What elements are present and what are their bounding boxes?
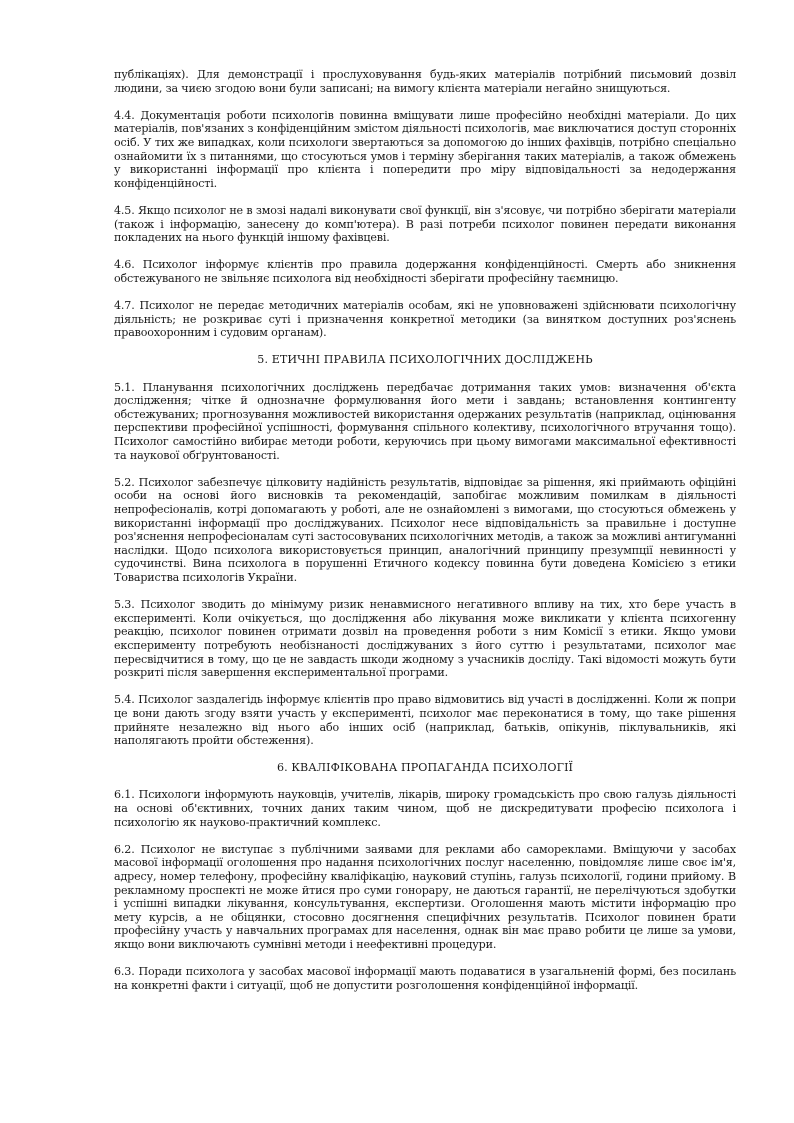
paragraph-4-7: 4.7. Психолог не передає методичних матеріалів особам, які не уповноважені здійснювати психологічну діяльність; не розкриває суті і призначення конкретної методики (за винятком доступних роз'яснень правоохоронним і судовим органам). [114, 299, 736, 340]
paragraph-5-2: 5.2. Психолог забезпечує цілковиту надійність результатів, відповідає за рішення, які приймають офіційні особи на основі його висновків та рекомендацій, запобігає можливим помилкам в діяльності непрофесіоналів, котрі допомагають у роботі, але не ознайомлені з вимогами, що стосуються обмежень у використанні інформації про досліджуваних. Психолог несе відповідальність за правильне і доступне роз'яснення непрофесіоналам суті застосовуваних психологічних методів, а також за можливі антигуманні наслідки. Щодо психолога використовується принцип, аналогічний принципу презумпції невинності у судочинстві. Вина психолога в порушенні Етичного кодексу повинна бути доведена Комісією з етики Товариства психологів України. [114, 475, 736, 584]
paragraph-6-3: 6.3. Поради психолога у засобах масової інформації мають подаватися в узагальненій формі, без посилань на конкретні факти і ситуації, щоб не допустити розголошення конфіденційної інформації. [114, 965, 736, 992]
paragraph-4-3-continuation: публікаціях). Для демонстрації і прослуховування будь-яких матеріалів потрібний письмовий дозвіл людини, за чиєю згодою вони були записані; на вимогу клієнта матеріали негайно знищуються. [114, 68, 736, 95]
section-5-heading: 5. ЕТИЧНІ ПРАВИЛА ПСИХОЛОГІЧНИХ ДОСЛІДЖЕНЬ [257, 353, 593, 367]
paragraph-4-4: 4.4. Документація роботи психологів повинна вміщувати лише професійно необхідні матеріали. До цих матеріалів, пов'язаних з конфіденційним змістом діяльності психологів, має виключатися доступ сторонніх осіб. У тих же випадках, коли психологи звертаються за допомогою до інших фахівців, потрібно спеціально ознайомити їх з питаннями, що стосуються умов і терміну зберігання таких матеріалів, а також обмежень у використанні інформації про клієнта і попередити про міру відповідальності за недодержання конфіденційності. [114, 108, 736, 190]
paragraph-5-3: 5.3. Психолог зводить до мінімуму ризик ненавмисного негативного впливу на тих, хто бере участь в експерименті. Коли очікується, що дослідження або лікування може викликати у клієнта психогенну реакцію, психолог повинен отримати дозвіл на проведення роботи з ним Комісії з етики. Якщо умови експерименту потребують необізнаності досліджуваних з його суттю і результатами, психолог має пересвідчитися в тому, що це не завдасть шкоди жодному з учасників досліду. Такі відомості можуть бути розкриті після завершення експериментальної програми. [114, 598, 736, 680]
section-6-heading: 6. КВАЛІФІКОВАНА ПРОПАГАНДА ПСИХОЛОГІЇ [276, 761, 574, 775]
paragraph-4-6: 4.6. Психолог інформує клієнтів про правила додержання конфіденційності. Смерть або зникнення обстежуваного не звільняє психолога від необхідності зберігати професійну таємницю. [114, 258, 736, 285]
paragraph-5-4: 5.4. Психолог заздалегідь інформує клієнтів про право відмовитись від участі в дослідженні. Коли ж попри це вони дають згоду взяти участь у експерименті, психолог має переконатися в тому, що таке рішення прийняте незалежно від нього або інших осіб (наприклад, батьків, опікунів, піклувальників, які наполягають пройти обстеження). [114, 693, 736, 748]
paragraph-5-1: 5.1. Планування психологічних досліджень передбачає дотримання таких умов: визначення об'єкта дослідження; чітке й однозначне формулювання його мети і завдань; встановлення контингенту обстежуваних; прогнозування можливостей використання одержаних результатів (наприклад, оцінювання перспективи професійної успішності, формування спільного колективу, психологічного втручання тощо). Психолог самостійно вибирає методи роботи, керуючись при цьому вимогами максимальної ефективності та наукової обґрунтованості. [114, 380, 736, 462]
paragraph-4-5: 4.5. Якщо психолог не в змозі надалі виконувати свої функції, він з'ясовує, чи потрібно зберігати матеріали (також і інформацію, занесену до комп'ютера). В разі потреби психолог повинен передати виконання покладених на нього функцій іншому фахівцеві. [114, 203, 736, 245]
paragraph-6-2: 6.2. Психолог не виступає з публічними заявами для реклами або самореклами. Вміщуючи у засобах масової інформації оголошення про надання психологічних послуг населенню, повідомляє лише своє ім'я, адресу, номер телефону, професійну кваліфікацію, науковий ступінь, галузь психології, години прийому. В рекламному проспекті не може йтися про суми гонорару, не даються гарантії, не перелічуються здобутки і успішні випадки лікування, консультування, експертизи. Оголошення мають містити інформацію про мету курсів, а не обіцянки, стосовно досягнення специфічних результатів. Психолог повинен брати професійну участь у навчальних програмах для населення, однак він має право робити це лише за умови, якщо вони виключають сумнівні методи і неефективні процедури. [114, 842, 736, 951]
paragraph-6-1: 6.1. Психологи інформують науковців, учителів, лікарів, широку громадськість про свою галузь діяльності на основі об'єктивних, точних даних таким чином, щоб не дискредитувати професію психолога і психологію як науково-практичний комплекс. [114, 788, 736, 829]
